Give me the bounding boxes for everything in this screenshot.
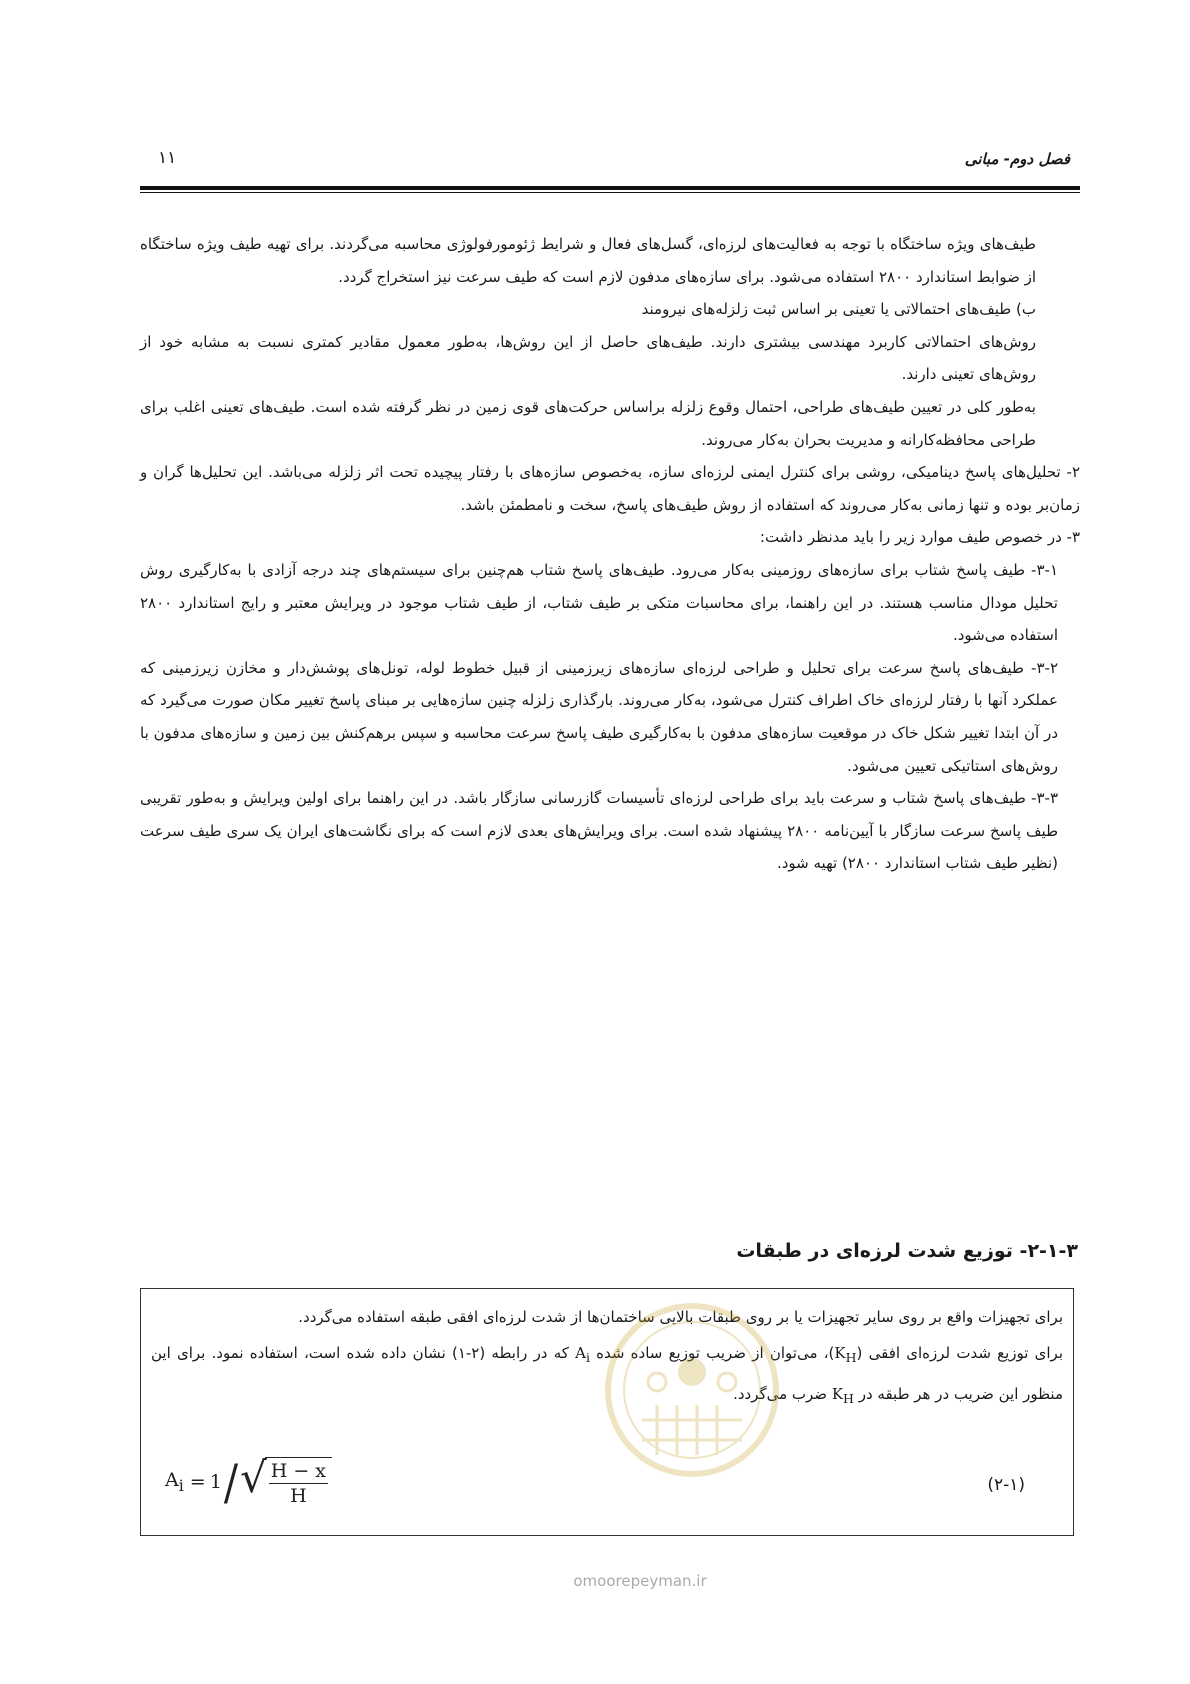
box-line-1: برای تجهیزات واقع بر روی سایر تجهیزات یا بر روی طبقات بالایی ساختمان‌ها از شدت لرزه‌ای افقی طبقه استفاده می‌گردد. xyxy=(298,1308,1063,1326)
kh-symbol-2: $K_H$ xyxy=(831,1385,854,1406)
box-line-2: برای توزیع شدت لرزه‌ای افقی $(K_H‌)،$ می‌توان از ضریب توزیع ساده شده $A_i$ که در رابطه (۲-۱) نشان داده شده است، استفاده نمود. برای این منظور این ضریب در هر طبقه در $K_H$ ضرب می‌گردد. xyxy=(151,1344,1063,1406)
formula-sqrt xyxy=(239,1453,332,1507)
header-rule-thin xyxy=(140,192,1080,193)
header-rule-thick xyxy=(140,186,1080,190)
box-text xyxy=(151,1299,1063,1417)
formula-lhs: $A_i$ xyxy=(165,1469,184,1495)
formula-equals: = xyxy=(189,1471,206,1493)
paragraph-site-spectra: طیف‌های ویژه ساختگاه با توجه به فعالیت‌های لرزه‌ای، گسل‌های فعال و شرایط ژئومورفولوژی محاسبه می‌گردند. برای تهیه طیف ویژه ساختگاه از ضوابط استاندارد ۲۸۰۰ استفاده می‌شود. برای سازه‌های مدفون لازم است که طیف سرعت نیز استخراج گردد. xyxy=(140,235,1036,286)
equation-number: (۲-۱) xyxy=(987,1475,1025,1495)
formula-one: 1 xyxy=(209,1471,222,1493)
kh-symbol: $K_H$ xyxy=(834,1344,857,1365)
formula xyxy=(165,1453,332,1511)
body-text xyxy=(140,228,1080,880)
paragraph-heading-b: ب) طیف‌های احتمالاتی یا تعینی بر اساس ثبت زلزله‌های نیرومند xyxy=(641,300,1036,319)
paragraph-item-3-3: ۳-۳- طیف‌های پاسخ شتاب و سرعت باید برای طراحی لرزه‌ای تأسیسات گازرسانی سازگار باشد. در این راهنما برای اولین ویرایش و به‌طور تقریبی طیف پاسخ سرعت سازگار با آیین‌نامه ۲۸۰۰ پیشنهاد شده است. برای ویرایش‌های بعدی لازم است که برای نگاشت‌های ایران یک سری طیف سرعت (نظیر طیف شتاب استاندارد ۲۸۰۰) تهیه شود. xyxy=(140,789,1059,873)
ai-symbol: $A_i$ xyxy=(575,1344,590,1365)
paragraph-general: به‌طور کلی در تعیین طیف‌های طراحی، احتمال وقوع زلزله براساس حرکت‌های قوی زمین در نظر گرفته شده است. طیف‌های تعینی اغلب برای طراحی محافظه‌کارانه و مدیریت بحران به‌کار می‌روند. xyxy=(140,397,1036,449)
formula-numerator: H − x xyxy=(270,1460,327,1482)
formula-denominator: H xyxy=(290,1485,307,1507)
paragraph-item-2: ۲- تحلیل‌های پاسخ دینامیکی، روشی برای کنترل ایمنی لرزه‌ای سازه، به‌خصوص سازه‌های با رفتار پیچیده تحت اثر زلزله می‌باشد. این تحلیل‌ها گران و زمان‌بر بوده و تنها زمانی به‌کار می‌روند که استفاده از روش طیف‌های پاسخ، سخت و نامطمئن باشد. xyxy=(140,463,1080,514)
formula-slash: / xyxy=(223,1453,238,1511)
paragraph-item-3-2: ۳-۲- طیف‌های پاسخ سرعت برای تحلیل و طراحی لرزه‌ای سازه‌های زیرزمینی از قبیل خطوط لوله، تونل‌های پوشش‌دار و مخازن زیرزمینی که عملکرد آنها با رفتار لرزه‌ای خاک اطراف کنترل می‌شود، به‌کار می‌روند. بارگذاری زلزله چنین سازه‌هایی بر مبنای پاسخ تغییر مکان صورت می‌گیرد که در آن ابتدا تغییر شکل خاک در موقعیت سازه‌های مدفون با به‌کارگیری طیف پاسخ سرعت محاسبه و سپس برهم‌کنش بین زمین و سازه‌های مدفون با روش‌های استاتیکی تعیین می‌شود. xyxy=(140,658,1058,775)
formula-box xyxy=(140,1288,1074,1536)
page-header xyxy=(140,140,1080,180)
radical-icon: √ xyxy=(239,1453,267,1502)
site-watermark: omoorepeyman.ir xyxy=(573,1572,707,1590)
section-heading: ۲-۱-۳- توزیع شدت لرزه‌ای در طبقات xyxy=(736,1240,1078,1262)
paragraph-probabilistic: روش‌های احتمالاتی کاربرد مهندسی بیشتری دارند. طیف‌های حاصل از این روش‌ها، به‌طور معمول مقادیر کمتری نسبت به مشابه خود از روش‌های تعینی دارند. xyxy=(140,332,1036,384)
paragraph-item-3: ۳- در خصوص طیف موارد زیر را باید مدنظر داشت: xyxy=(759,528,1080,547)
paragraph-item-3-1: ۳-۱- طیف پاسخ شتاب برای سازه‌های روزمینی به‌کار می‌رود. طیف‌های پاسخ شتاب هم‌چنین برای سیستم‌های چند درجه آزادی با به‌کارگیری روش تحلیل مودال مناسب هستند. در این راهنما، برای محاسبات متکی بر طیف شتاب، از طیف شتاب موجود در ویرایش معتبر و رایج استاندارد ۲۸۰۰ استفاده می‌شود. xyxy=(140,560,1058,645)
chapter-title: فصل دوم- مبانی xyxy=(964,150,1070,168)
formula-fraction xyxy=(265,1457,332,1507)
page-number: ۱۱ xyxy=(158,148,177,168)
